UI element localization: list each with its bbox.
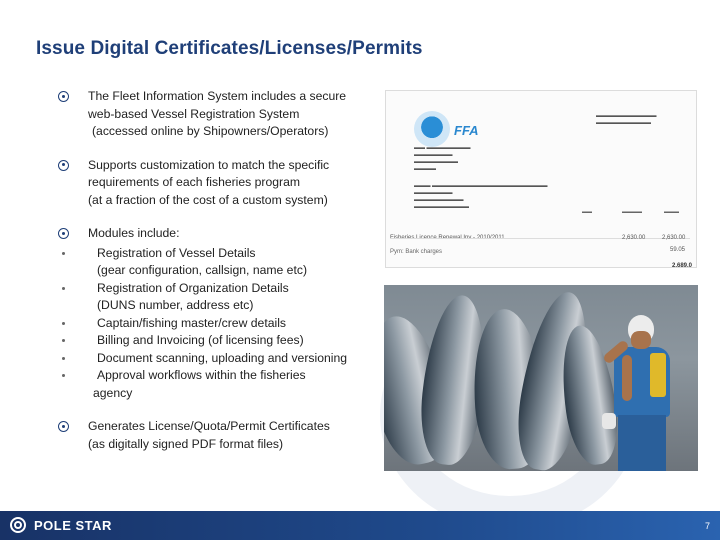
bullet-item <box>58 418 368 453</box>
line-amount: 2,630.00 <box>662 235 686 241</box>
bullet-text: requirements of each fisheries program <box>88 175 301 189</box>
unit-price: 2,630.00 <box>622 235 646 241</box>
sub-bullet-text: Registration of Organization Details <box>97 280 289 295</box>
bullet-text: (accessed online by Shipowners/Operators) <box>92 124 329 138</box>
sub-bullet-item <box>58 280 368 315</box>
address-block: ▬▬ ▬▬▬▬▬▬▬▬ ▬▬▬▬▬▬▬ ▬▬▬▬▬▬▬▬ ▬▬▬▬ <box>414 145 471 172</box>
sub-bullet-dot <box>62 339 65 342</box>
sub-bullet-item <box>58 315 368 333</box>
modules-sublist <box>58 245 368 403</box>
sub-bullet-text: Document scanning, uploading and versioning <box>97 350 348 365</box>
brand-logo <box>10 517 112 533</box>
target-bullet-icon <box>58 91 69 102</box>
target-bullet-icon <box>58 421 69 432</box>
total-amount: 2,689.0 <box>672 263 693 268</box>
sub-bullet-item <box>58 350 368 368</box>
sub-bullet-text: agency <box>93 385 133 400</box>
slide-title: Issue Digital Certificates/Licenses/Permits <box>36 38 423 59</box>
bullet-item <box>58 157 368 210</box>
certificate-image <box>385 90 697 268</box>
sub-bullet-dot <box>62 374 65 377</box>
sub-bullet-text: Approval workflows within the fisheries <box>97 368 306 382</box>
bullet-text: Generates License/Quota/Permit Certificates <box>88 419 330 433</box>
qty-header: ▬▬ <box>582 209 592 215</box>
bullet-text: The Fleet Information System includes a secure <box>88 89 347 103</box>
polestar-mark-icon <box>10 517 28 533</box>
footer-bar <box>0 511 720 540</box>
payment-line: Pym: Bank charges <box>390 249 443 255</box>
sub-bullet-item <box>58 245 368 280</box>
sub-bullet-text: Captain/fishing master/crew details <box>97 315 286 330</box>
page-number: 7 <box>704 521 710 531</box>
sub-bullet-text: (DUNS number, address etc) <box>97 298 254 312</box>
bullet-item <box>58 88 368 141</box>
sub-bullet-dot <box>62 322 65 325</box>
bullet-text: web-based Vessel Registration System <box>88 106 300 121</box>
sub-bullet-dot <box>62 357 65 360</box>
sub-bullet-dot <box>62 252 65 255</box>
licence-line: Fisheries Licence Renewal Inv - 2010/2011 <box>390 235 505 241</box>
vessel-block: ▬▬▬ ▬▬▬▬▬▬▬▬▬▬▬▬▬▬▬▬▬▬▬▬▬ ▬▬▬▬▬▬▬ ▬▬▬▬▬▬▬▬▬ ▬▬▬▬▬▬▬▬▬▬ <box>414 183 548 210</box>
sub-bullet-text: (gear configuration, callsign, name etc) <box>97 263 308 277</box>
target-bullet-icon <box>58 160 69 171</box>
fisherman-figure <box>606 307 676 471</box>
sub-bullet-text: Billing and Invoicing (of licensing fees) <box>97 333 304 347</box>
bullet-item <box>58 225 368 243</box>
charges-amount: 59.05 <box>670 247 686 253</box>
logo-text: FFA <box>454 123 479 138</box>
invoice-meta: ▬▬▬▬▬▬▬▬▬▬▬ ▬▬▬▬▬▬▬▬▬▬ <box>596 113 657 126</box>
bullet-text: (as digitally signed PDF format files) <box>88 436 284 451</box>
amount-header: ▬▬▬ <box>664 209 679 215</box>
unit-header: ▬▬▬▬ <box>622 209 642 215</box>
sub-bullet-item <box>58 332 368 350</box>
target-bullet-icon <box>58 228 69 239</box>
bullet-text: Supports customization to match the specific <box>88 157 330 172</box>
tuna-fisherman-photo <box>384 285 698 471</box>
bullet-text: (at a fraction of the cost of a custom system) <box>88 192 328 207</box>
sub-bullet-text: Registration of Vessel Details <box>97 245 256 260</box>
sub-bullet-dot <box>62 287 65 290</box>
brand-name: POLE STAR <box>34 517 112 533</box>
bullet-text: Modules include: <box>88 226 180 240</box>
sub-bullet-item <box>58 367 368 402</box>
bullet-list <box>58 88 368 469</box>
ffa-logo-icon <box>414 111 450 147</box>
